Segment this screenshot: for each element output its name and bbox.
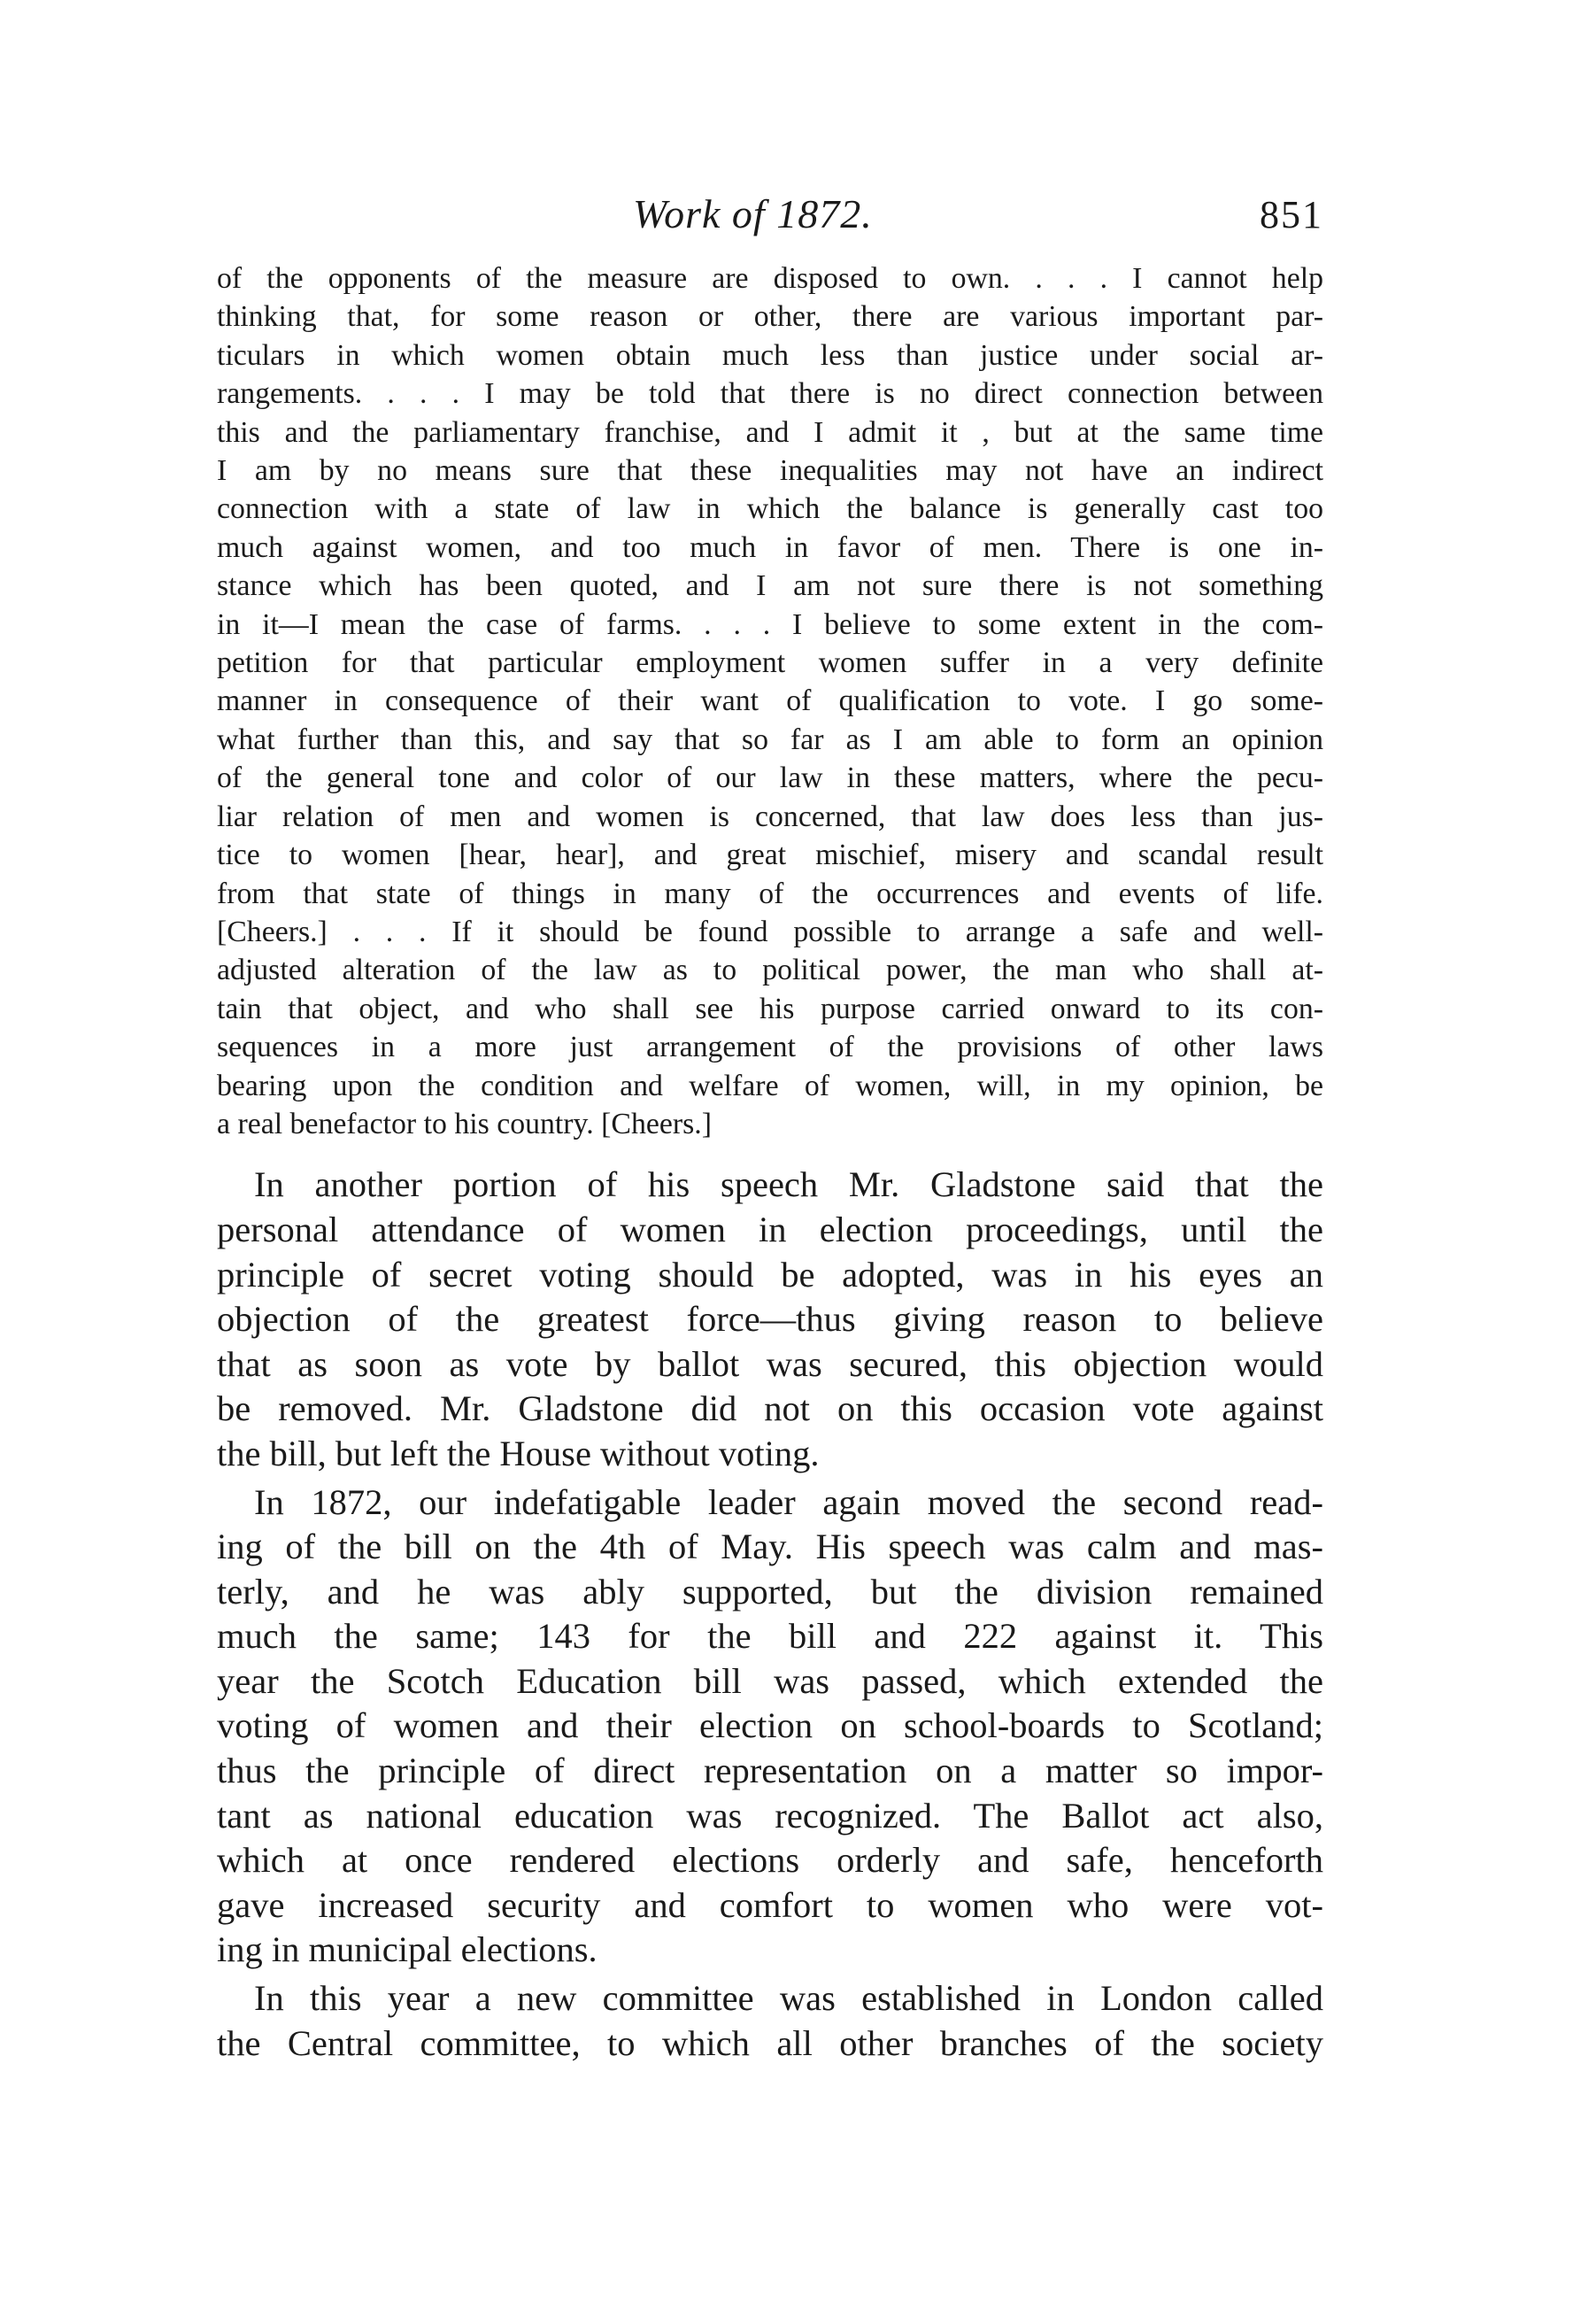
paragraph-line: thus the principle of direct representation on a matter so impor-	[217, 1751, 1323, 1791]
quote-line: [Cheers.] . . . If it should be found possible to arrange a safe and well-	[217, 915, 1323, 948]
quote-line: much against women, and too much in favor of men. There is one in-	[217, 530, 1323, 564]
quote-line: manner in consequence of their want of qualification to vote. I go some-	[217, 684, 1323, 718]
quote-line: in it—I mean the case of farms. . . . I believe to some extent in the com-	[217, 607, 1323, 641]
quote-line: rangements. . . . I may be told that there is no direct connection between	[217, 377, 1323, 411]
paragraph-line: tant as national education was recognized. The Ballot act also,	[217, 1795, 1323, 1836]
quote-line: tain that object, and who shall see his purpose carried onward to its con-	[217, 992, 1323, 1025]
paragraph-line: much the same; 143 for the bill and 222 against it. This	[217, 1616, 1323, 1657]
running-head	[217, 190, 1323, 252]
quote-line: a real benefactor to his country. [Cheers.]	[217, 1107, 712, 1140]
paragraph-line: the bill, but left the House without voting.	[217, 1433, 820, 1473]
quote-line: from that state of things in many of the occurrences and events of life.	[217, 877, 1323, 910]
paragraph-line: voting of women and their election on school-boards to Scotland;	[217, 1705, 1323, 1746]
paragraph-central-committee	[217, 1976, 1323, 2066]
quote-line: adjusted alteration of the law as to political power, the man who shall at-	[217, 954, 1323, 987]
paragraph-line: ing of the bill on the 4th of May. His speech was calm and mas-	[217, 1526, 1323, 1567]
quote-line: sequences in a more just arrangement of the provisions of other laws	[217, 1031, 1323, 1064]
paragraph-line: gave increased security and comfort to women who were vot-	[217, 1884, 1323, 1925]
paragraph-line: In another portion of his speech Mr. Gladstone said that the	[254, 1164, 1323, 1205]
paragraph-line: that as soon as vote by ballot was secured, this objection would	[217, 1343, 1323, 1384]
paragraph-line: objection of the greatest force—thus giving reason to believe	[217, 1299, 1323, 1340]
paragraph-line: which at once rendered elections orderly and safe, henceforth	[217, 1840, 1323, 1881]
paragraph-line: ing in municipal elections.	[217, 1929, 598, 1970]
running-title: Work of 1872.	[633, 191, 873, 236]
quote-line: thinking that, for some reason or other, there are various important par-	[217, 300, 1323, 334]
paragraph-line: In 1872, our indefatigable leader again moved the second read-	[254, 1481, 1323, 1522]
quote-line: I am by no means sure that these inequalities may not have an indirect	[217, 454, 1323, 488]
quote-line: stance which has been quoted, and I am not sure there is not something	[217, 569, 1323, 603]
book-page	[217, 190, 1323, 2066]
paragraph-line: the Central committee, to which all other branches of the society	[217, 2022, 1323, 2063]
quote-line: this and the parliamentary franchise, and I admit it , but at the same time	[217, 415, 1323, 449]
paragraph-line: In this year a new committee was established in London called	[254, 1978, 1323, 2019]
quote-line: liar relation of men and women is concerned, that law does less than jus-	[217, 800, 1323, 833]
quote-line: tice to women [hear, hear], and great mischief, misery and scandal result	[217, 839, 1323, 872]
paragraph-line: principle of secret voting should be adopted, was in his eyes an	[217, 1254, 1323, 1295]
quote-line: what further than this, and say that so far as I am able to form an opinion	[217, 723, 1323, 756]
quote-line: bearing upon the condition and welfare of women, will, in my opinion, be	[217, 1069, 1323, 1102]
quote-line: of the general tone and color of our law in these matters, where the pecu-	[217, 761, 1323, 795]
quote-line: petition for that particular employment women suffer in a very definite	[217, 646, 1323, 680]
block-quote	[217, 259, 1323, 1143]
paragraph-line: year the Scotch Education bill was passed, which extended the	[217, 1660, 1323, 1701]
quote-line: ticulars in which women obtain much less than justice under social ar-	[217, 338, 1323, 372]
quote-line: connection with a state of law in which the balance is generally cast too	[217, 492, 1323, 526]
page-number: 851	[1260, 193, 1323, 236]
paragraph-1872-bill	[217, 1480, 1323, 1974]
paragraph-gladstone-speech	[217, 1163, 1323, 1476]
quote-line: of the opponents of the measure are disposed to own. . . . I cannot help	[217, 262, 1323, 295]
paragraph-line: be removed. Mr. Gladstone did not on this occasion vote against	[217, 1388, 1323, 1429]
paragraph-line: terly, and he was ably supported, but the division remained	[217, 1571, 1323, 1612]
paragraph-line: personal attendance of women in election proceedings, until the	[217, 1209, 1323, 1249]
